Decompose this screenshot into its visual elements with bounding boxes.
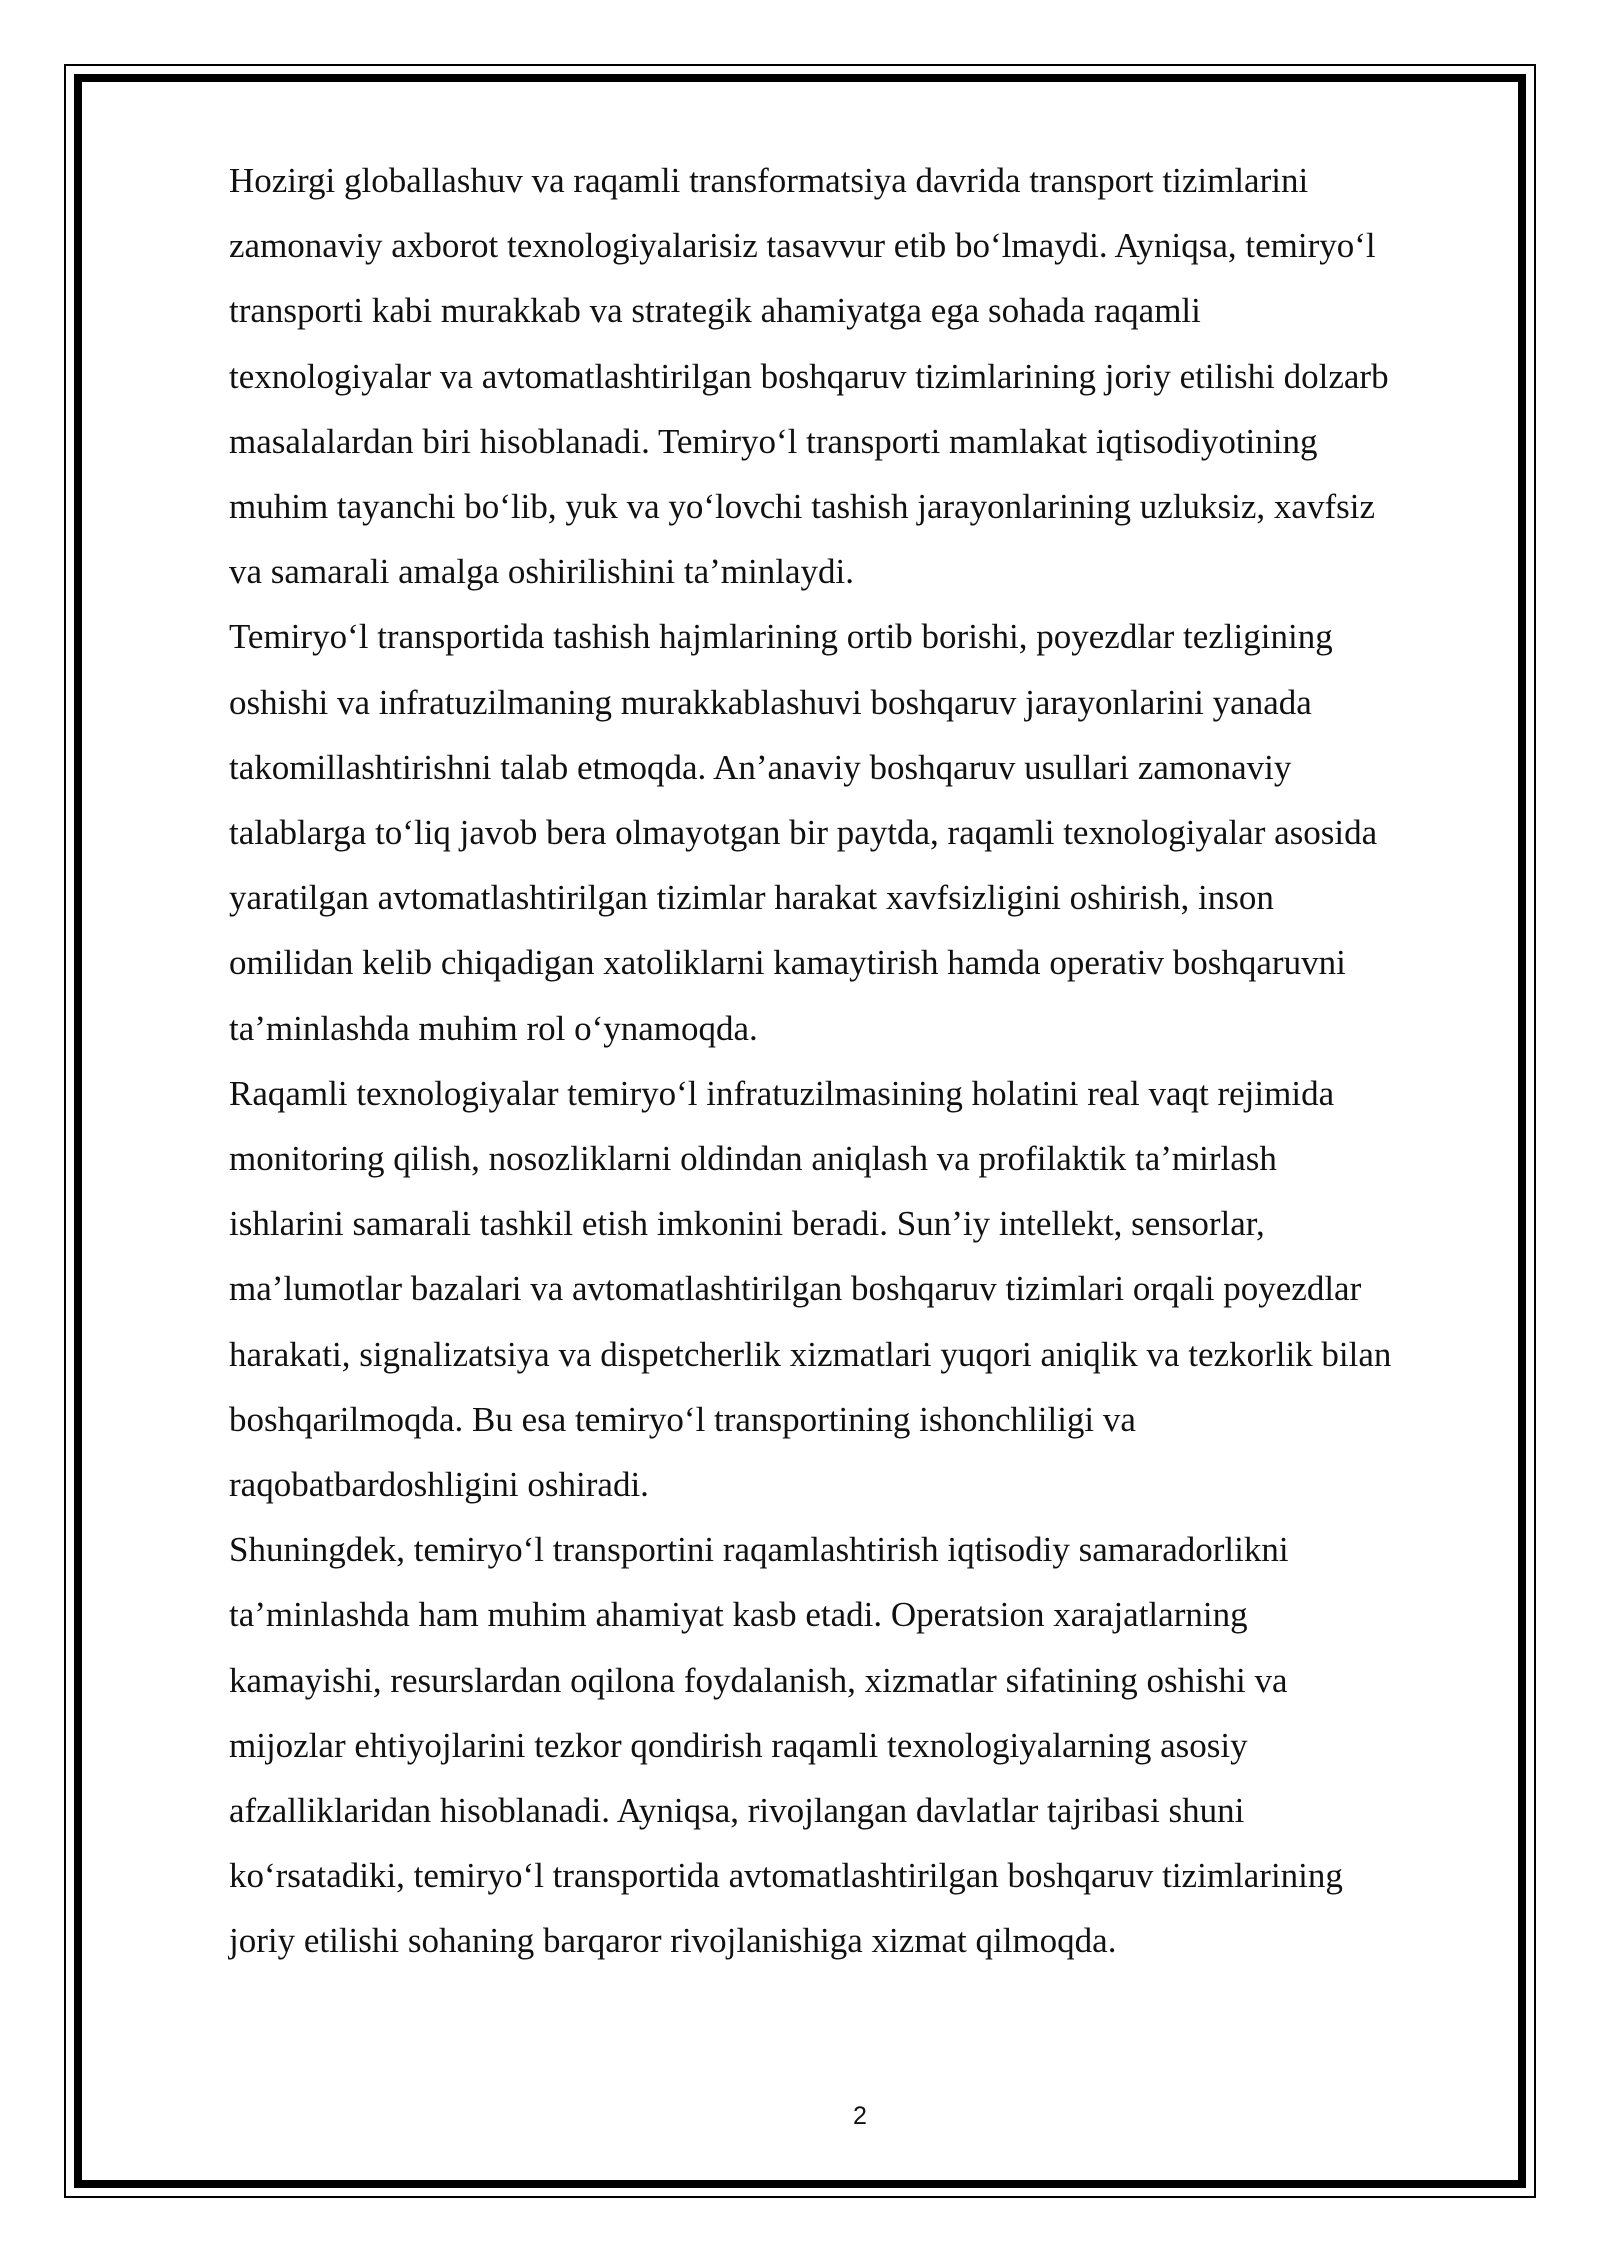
text-line: Temiryoʻl transportida tashish hajmlarining ortib borishi, poyezdlar tezligining	[229, 617, 1333, 657]
text-line: monitoring qilish, nosozliklarni oldindan aniqlash va profilaktik taʼmirlash	[229, 1139, 1277, 1179]
text-line: harakati, signalizatsiya va dispetcherlik xizmatlari yuqori aniqlik va tezkorlik bilan	[229, 1334, 1392, 1374]
document-body	[229, 148, 1529, 1974]
text-line: texnologiyalar va avtomatlashtirilgan boshqaruv tizimlarining joriy etilishi dolzarb	[229, 356, 1389, 396]
text-line: taʼminlashda muhim rol oʻynamoqda.	[229, 1008, 758, 1048]
text-line: oshishi va infratuzilmaning murakkablashuvi boshqaruv jarayonlarini yanada	[229, 682, 1312, 722]
text-line: takomillashtirishni talab etmoqda. Anʼanaviy boshqaruv usullari zamonaviy	[229, 747, 1292, 787]
text-line: muhim tayanchi boʻlib, yuk va yoʻlovchi tashish jarayonlarining uzluksiz, xavfsiz	[229, 487, 1375, 527]
paragraph-1	[229, 148, 1529, 604]
paragraph-3	[229, 1061, 1529, 1517]
text-line: ishlarini samarali tashkil etish imkonini beradi. Sunʼiy intellekt, sensorlar,	[229, 1204, 1265, 1244]
text-line: Hozirgi globallashuv va raqamli transformatsiya davrida transport tizimlarini	[229, 161, 1309, 200]
text-line: zamonaviy axborot texnologiyalarisiz tasavvur etib boʻlmaydi. Ayniqsa, temiryoʻl	[229, 226, 1376, 266]
text-line: omilidan kelib chiqadigan xatoliklarni kamaytirish hamda operativ boshqaruvni	[229, 943, 1346, 983]
text-line: maʼlumotlar bazalari va avtomatlashtirilgan boshqaruv tizimlari orqali poyezdlar	[229, 1269, 1362, 1309]
text-line: va samarali amalga oshirilishini taʼminlaydi.	[229, 552, 854, 592]
text-line: boshqarilmoqda. Bu esa temiryoʻl transportining ishonchliligi va	[229, 1399, 1136, 1439]
text-line: raqobatbardoshligini oshiradi.	[229, 1465, 649, 1505]
text-line: masalalardan biri hisoblanadi. Temiryoʻl transporti mamlakat iqtisodiyotining	[229, 421, 1318, 461]
text-line: Raqamli texnologiyalar temiryoʻl infratuzilmasining holatini real vaqt rejimida	[229, 1073, 1335, 1113]
text-line: talablarga toʻliq javob bera olmayotgan bir paytda, raqamli texnologiyalar asosida	[229, 813, 1378, 853]
text-line: joriy etilishi sohaning barqaror rivojlanishiga xizmat qilmoqda.	[229, 1921, 1117, 1961]
paragraph-4	[229, 1517, 1529, 1973]
text-line: taʼminlashda ham muhim ahamiyat kasb etadi. Operatsion xarajatlarning	[229, 1595, 1248, 1635]
text-line: mijozlar ehtiyojlarini tezkor qondirish raqamli texnologiyalarning asosiy	[229, 1725, 1248, 1765]
text-line: transporti kabi murakkab va strategik ahamiyatga ega sohada raqamli	[229, 291, 1201, 331]
text-line: yaratilgan avtomatlashtirilgan tizimlar harakat xavfsizligini oshirish, inson	[229, 878, 1274, 918]
paragraph-2	[229, 604, 1529, 1060]
text-line: kamayishi, resurslardan oqilona foydalanish, xizmatlar sifatining oshishi va	[229, 1660, 1288, 1700]
page-number: 2	[853, 2102, 867, 2130]
text-line: koʻrsatadiki, temiryoʻl transportida avtomatlashtirilgan boshqaruv tizimlarining	[229, 1856, 1343, 1896]
text-line: Shuningdek, temiryoʻl transportini raqamlashtirish iqtisodiy samaradorlikni	[229, 1530, 1289, 1570]
text-line: afzalliklaridan hisoblanadi. Ayniqsa, rivojlangan davlatlar tajribasi shuni	[229, 1791, 1245, 1831]
